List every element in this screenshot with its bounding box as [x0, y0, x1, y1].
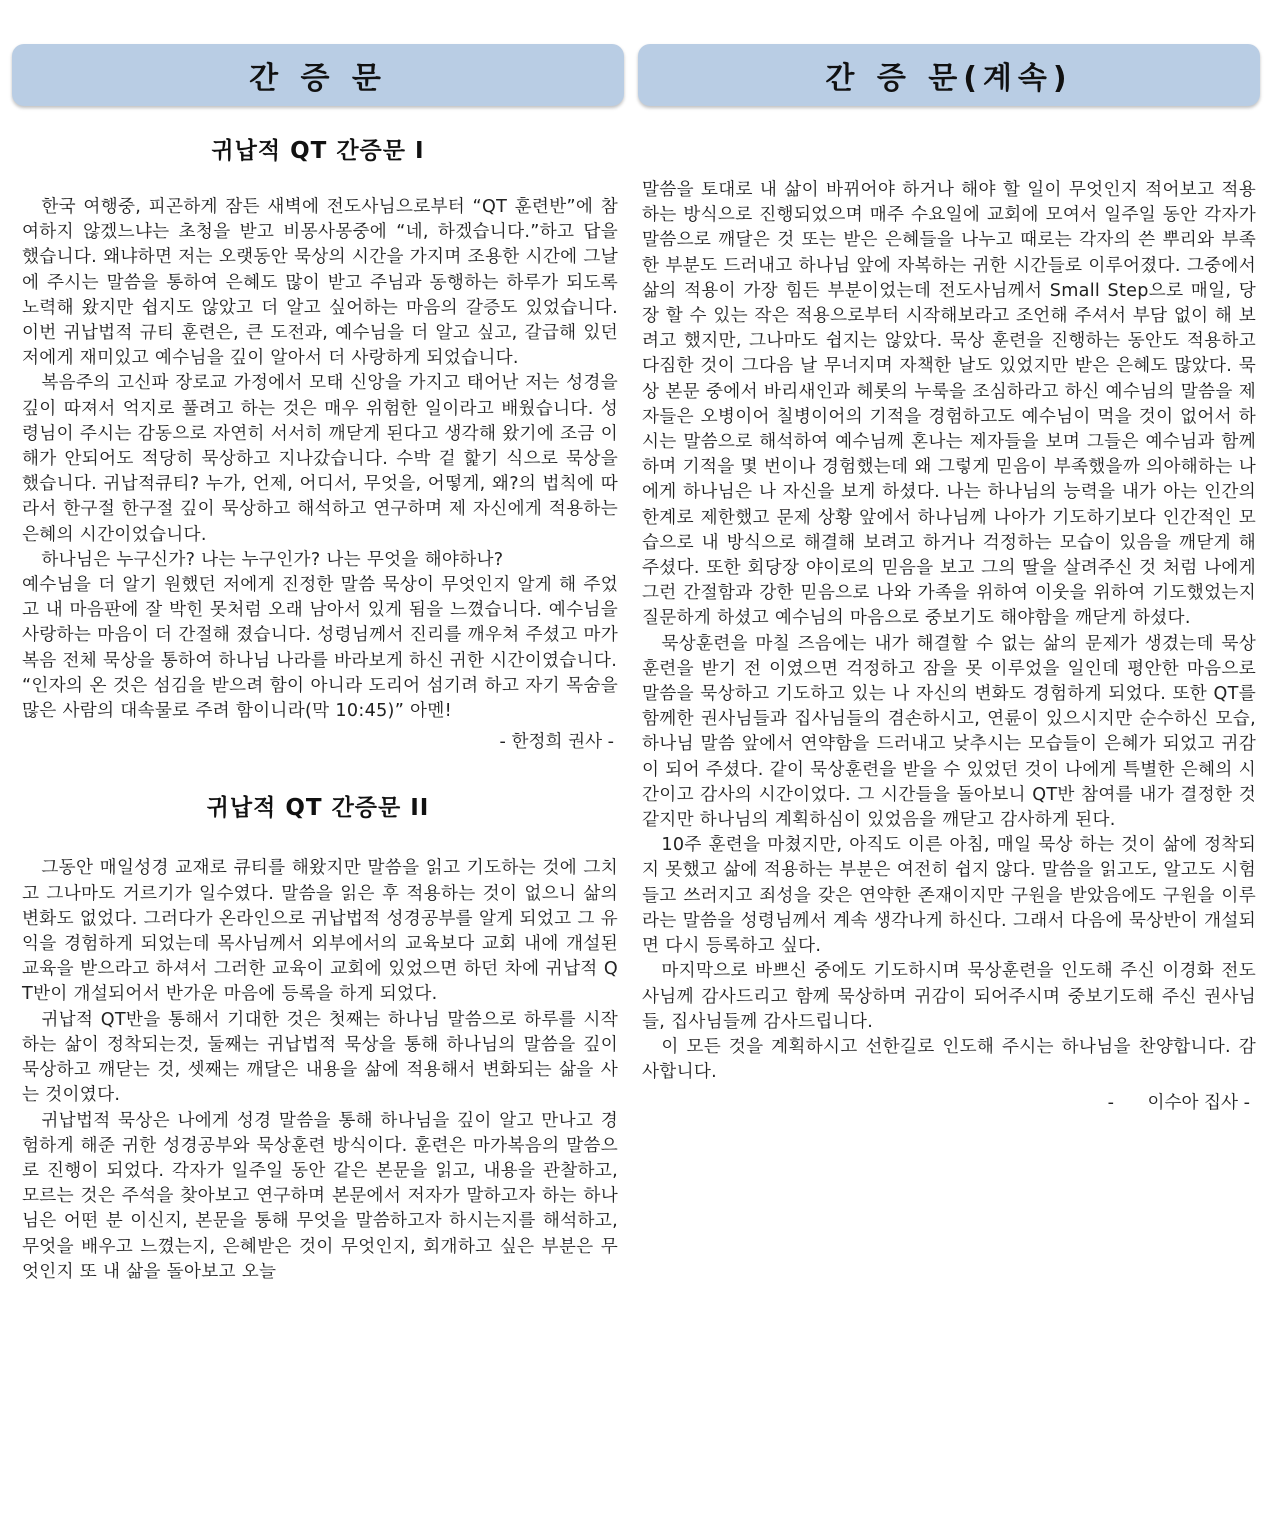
paragraph: 마지막으로 바쁘신 중에도 기도하시며 묵상훈련을 인도해 주신 이경화 전도사님께 감사드리고 함께 묵상하며 귀감이 되어주시며 중보기도해 주신 권사님들, 집사님들께 감사드립니다. — [642, 961, 1256, 1032]
testimony-2-continued-body — [638, 178, 1260, 1085]
paragraph: 귀납법적 묵상은 나에게 성경 말씀을 통해 하나님을 깊이 알고 만나고 경험하게 해준 귀한 성경공부와 묵상훈련 방식이다. 훈련은 마가복음의 말씀으로 진행이 되었다. 각자가 일주일 동안 같은 본문을 읽고, 내용을 관찰하고, 모르는 것은 주석을 찾아보고 연구하며 본문에서 저자가 말하고자 하는 하나님은 어떤 분 이신지, 본문을 통해 무엇을 말씀하고자 하시는지를 해석하고, 무엇을 배우고 느꼈는지, 은혜받은 것이 무엇인지, 회개하고 싶은 부분은 무엇인지 또 내 삶을 돌아보고 오늘 — [22, 1110, 618, 1282]
paragraph: 하나님은 누구신가? 나는 누구인가? 나는 무엇을 해야하나? — [41, 549, 504, 570]
paragraph: 이 모든 것을 계획하시고 선한길로 인도해 주시는 하나님을 찬양합니다. 감사합니다. — [642, 1036, 1256, 1083]
testimony-1-body — [12, 195, 624, 724]
testimony-2-title: 귀납적 QT 간증문 II — [206, 795, 430, 822]
paragraph: 말씀을 토대로 내 삶이 바뀌어야 하거나 해야 할 일이 무엇인지 적어보고 적용하는 방식으로 진행되었으며 매주 수요일에 교회에 모여서 일주일 동안 각자가 말씀으로 깨달은 것 또는 받은 은혜들을 나누고 때로는 각자의 쓴 뿌리와 부족한 부분도 드러내고 하나님 앞에 자복하는 귀한 시간들로 이루어졌다. 그중에서 삶의 적용이 가장 힘든 부분이었는데 전도사님께서 Small Step으로 매일, 당장 할 수 있는 작은 적용으로부터 시작해보라고 조언해 주셔서 부담 없이 해 보려고 했지만, 그나마도 쉽지는 않았다. 묵상 훈련을 진행하는 동안도 적용하고 다짐한 것이 그다음 날 무너지며 자책한 날도 있었지만 받은 은혜도 많았다. 묵상 본문 중에서 바리새인과 헤롯의 누룩을 조심하라고 하신 예수님의 말씀을 제자들은 오병이어 칠병이어의 기적을 경험하고도 예수님이 먹을 것이 없어서 하시는 말씀으로 해석하여 예수님께 혼나는 제자들을 보며 그들은 예수님과 함께하며 기적을 몇 번이나 경험했는데 왜 그렇게 믿음이 부족했을까 의아해하는 나에게 하나님은 나 자신을 보게 하셨다. 나는 하나님의 능력을 내가 아는 인간의 한계로 제한했고 문제 상황 앞에서 하나님께 나아가 기도하기보다 인간적인 모습으로 내 방식으로 해결해 보려고 하거나 걱정하는 모습이 있음을 깨닫게 해 주셨다. 또한 회당장 야이로의 믿음을 보고 그의 딸을 살려주신 것 처럼 나에게 그런 간절함과 강한 믿음으로 나와 가족을 위하여 이웃을 위하여 기도했었는지 질문하게 하셨고 예수님의 마음으로 중보기도 해야함을 깨닫게 하셨다. — [642, 180, 1256, 629]
paragraph: 10주 훈련을 마쳤지만, 아직도 이른 아침, 매일 묵상 하는 것이 삶에 정착되지 못했고 삶에 적용하는 부분은 여전히 쉽지 않다. 말씀을 읽고도, 알고도 시험들고 쓰러지고 죄성을 갖은 연약한 존재이지만 구원을 받았음에도 구원을 이루라는 말씀을 성령님께서 계속 생각나게 하신다. 그래서 다음에 묵상반이 개설되면 다시 등록하고 싶다. — [642, 835, 1256, 957]
testimony-2-signature: - 이수아 집사 - — [1107, 1093, 1250, 1114]
right-column — [638, 0, 1260, 1117]
paragraph: 한국 여행중, 피곤하게 잠든 새벽에 전도사님으로부터 “QT 훈련반”에 참여하지 않겠느냐는 초청을 받고 비몽사몽중에 “네, 하겠습니다.”하고 답을 했습니다. 왜냐하면 저는 오랫동안 묵상의 시간을 가지며 조용한 시간에 그날에 주시는 말씀을 통하여 은혜도 많이 받고 주님과 동행하는 하루가 되도록 노력해 왔지만 쉽지도 않았고 더 알고 싶어하는 마음의 갈증도 있었습니다. 이번 귀납법적 규티 훈련은, 큰 도전과, 예수님을 더 알고 싶고, 갈급해 있던 저에게 재미있고 예수님을 깊이 알아서 더 사랑하게 되었습니다. — [22, 197, 618, 369]
continued-banner: 간 증 문(계속) — [638, 44, 1260, 106]
testimony-1-title: 귀납적 QT 간증문 I — [211, 138, 425, 164]
paragraph: 그동안 매일성경 교재로 큐티를 해왔지만 말씀을 읽고 기도하는 것에 그치고 그나마도 거르기가 일수였다. 말씀을 읽은 후 적용하는 것이 없으니 삶의 변화도 없었다. 그러다가 온라인으로 귀납법적 성경공부를 알게 되었고 그 유익을 경험하게 되었는데 목사님께서 외부에서의 교육보다 교회 내에 개설된 교육을 받으라고 하셔서 그러한 교육이 교회에 있었으면 하던 차에 귀납적 QT반이 개설되어서 반가운 마음에 등록을 하게 되었다. — [22, 858, 618, 1005]
paragraph: 복음주의 고신파 장로교 가정에서 모태 신앙을 가지고 태어난 저는 성경을 깊이 따져서 억지로 풀려고 하는 것은 매우 위험한 일이라고 배웠습니다. 성령님이 주시는 감동으로 자연히 서서히 깨닫게 된다고 생각해 왔기에 조금 이해가 안되어도 적당히 묵상하고 지나갔습니다. 수박 겉 핥기 식으로 묵상을 했습니다. 귀납적큐티? 누가, 언제, 어디서, 무엇을, 어떻게, 왜?의 법칙에 따라서 한구절 한구절 깊이 묵상하고 해석하고 연구하며 제 자신에게 적용하는 은혜의 시간이었습니다. — [22, 373, 618, 545]
testimony-1-signature: - 한정희 권사 - — [499, 732, 614, 753]
paragraph: 묵상훈련을 마칠 즈음에는 내가 해결할 수 없는 삶의 문제가 생겼는데 묵상훈련을 받기 전 이였으면 걱정하고 잠을 못 이루었을 일인데 평안한 마음으로 말씀을 묵상하고 기도하고 있는 나 자신의 변화도 경험하게 되었다. 또한 QT를 함께한 권사님들과 집사님들의 겸손하시고, 연륜이 있으시지만 순수하신 모습, 하나님 말씀 앞에서 연약함을 드러내고 낮추시는 모습들이 은혜가 되었고 귀감이 되어 주셨다. 같이 묵상훈련을 받을 수 있었던 것이 나에게 특별한 은혜의 시간이고 감사의 시간이었다. 그 시간들을 돌아보니 QT반 참여를 내가 결정한 것 같지만 하나님의 계획하심이 있었음을 깨닫고 감사하게 된다. — [642, 633, 1256, 831]
paragraph: 귀납적 QT반을 통해서 기대한 것은 첫째는 하나님 말씀으로 하루를 시작하는 삶이 정착되는것, 둘째는 귀납법적 묵상을 통해 하나님의 말씀을 깊이 묵상하고 깨닫는 것, 셋째는 깨달은 내용을 삶에 적용해서 변화되는 삶을 사는 것이였다. — [22, 1009, 618, 1106]
scripture-quote: “인자의 온 것은 섬김을 받으려 함이 아니라 도리어 섬기려 하고 자기 목숨을 많은 사람의 대속물로 주려 함이니라(막 10:45)” 아멘! — [22, 675, 618, 722]
left-column — [12, 0, 624, 1285]
paragraph: 예수님을 더 알기 원했던 저에게 진정한 말씀 묵상이 무엇인지 알게 해 주었고 내 마음판에 잘 박힌 못처럼 오래 남아서 있게 됨을 느꼈습니다. 예수님을 사랑하는 마음이 더 간절해 졌습니다. 성령님께서 진리를 깨우쳐 주셨고 마가복음 전체 묵상을 통하여 하나님 나라를 바라보게 하신 귀한 시간이였습니다. — [22, 575, 618, 671]
testimony-2-body — [12, 856, 624, 1284]
page-banner: 간 증 문 — [12, 44, 624, 106]
